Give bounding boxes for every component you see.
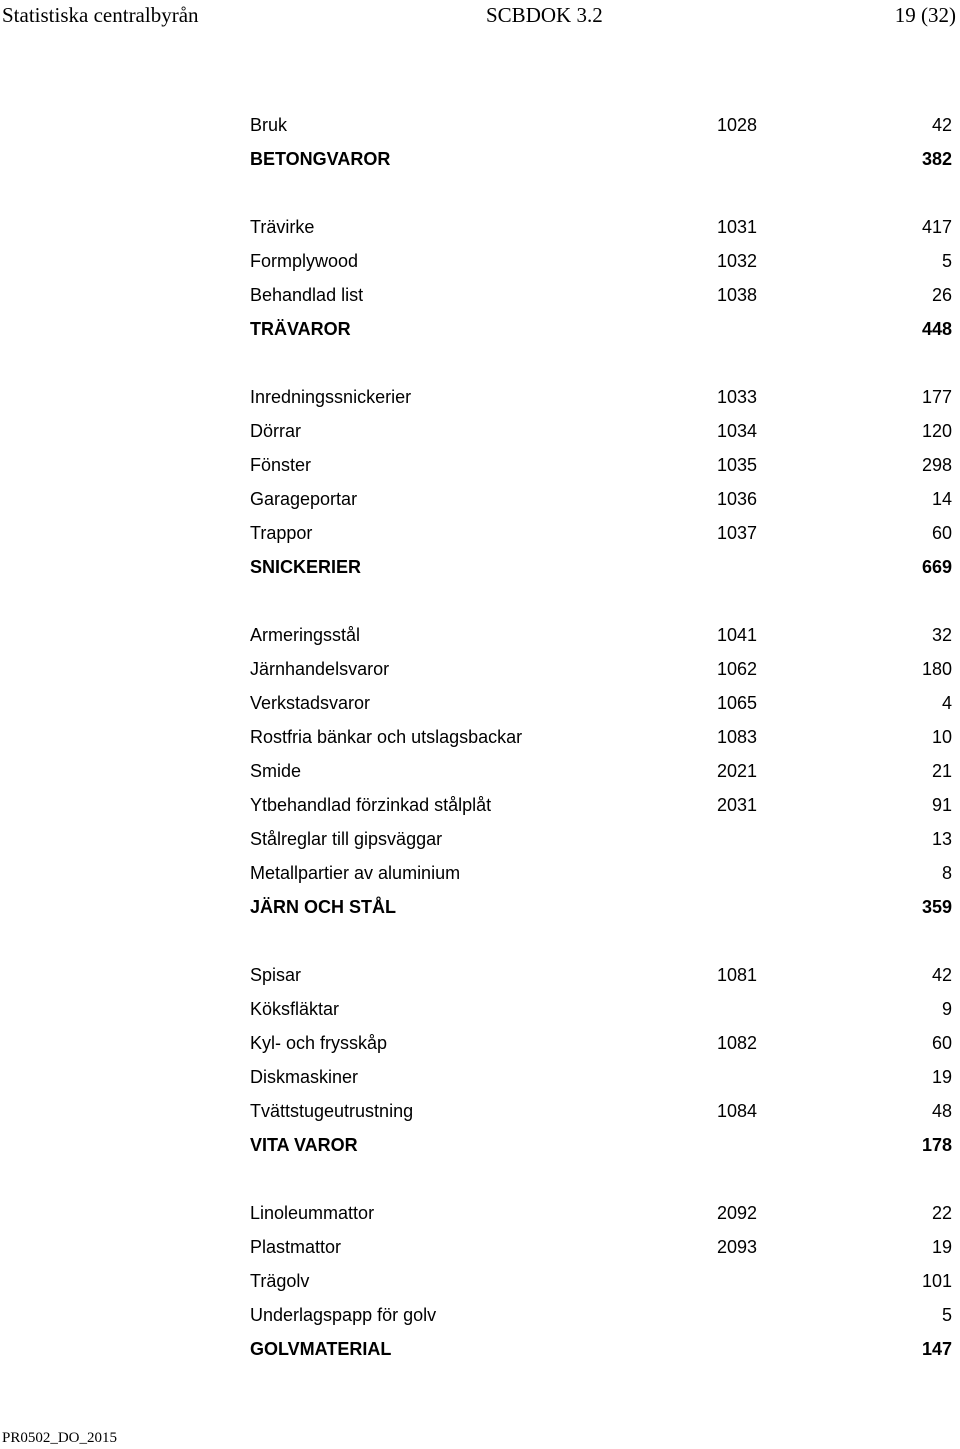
document-id: SCBDOK 3.2 (486, 3, 603, 27)
table-row (0, 958, 960, 992)
table-row (0, 482, 960, 516)
table-row (0, 516, 960, 550)
item-value: 60 (931, 523, 952, 543)
item-code: 1081 (716, 965, 757, 985)
table-row (0, 856, 960, 890)
item-value: 19 (931, 1237, 952, 1257)
table-section (0, 618, 960, 924)
item-name: Trävirke (250, 217, 315, 237)
item-code: 1084 (716, 1101, 757, 1121)
total-name: GOLVMATERIAL (250, 1339, 392, 1359)
table-row (0, 278, 960, 312)
item-value: 19 (931, 1067, 952, 1087)
item-value: 9 (941, 999, 952, 1019)
item-value: 177 (921, 387, 952, 407)
total-value: 359 (921, 897, 952, 917)
table-row (0, 686, 960, 720)
table-section (0, 1196, 960, 1366)
item-name: Behandlad list (250, 285, 364, 305)
table-section (0, 210, 960, 346)
total-row (0, 142, 960, 176)
item-code: 1032 (716, 251, 757, 271)
item-name: Trägolv (250, 1271, 310, 1291)
item-name: Spisar (250, 965, 302, 985)
item-value: 26 (931, 285, 952, 305)
item-name: Metallpartier av aluminium (250, 863, 461, 883)
table-row (0, 210, 960, 244)
total-name: TRÄVAROR (250, 319, 351, 339)
item-name: Garageportar (250, 489, 358, 509)
page-header (0, 0, 960, 30)
page-footer: PR0502_DO_2015 (2, 1430, 118, 1446)
item-name: Ytbehandlad förzinkad stålplåt (250, 795, 492, 815)
table-section (0, 380, 960, 584)
total-row (0, 550, 960, 584)
table-row (0, 1094, 960, 1128)
item-value: 13 (931, 829, 952, 849)
item-name: Smide (250, 761, 302, 781)
item-name: Köksfläktar (250, 999, 340, 1019)
item-code: 1031 (716, 217, 757, 237)
item-code: 1034 (716, 421, 757, 441)
total-row (0, 1128, 960, 1162)
item-value: 32 (931, 625, 952, 645)
item-code: 1065 (716, 693, 757, 713)
item-code: 1033 (716, 387, 757, 407)
item-name: Stålreglar till gipsväggar (250, 829, 443, 849)
total-name: BETONGVAROR (250, 149, 391, 169)
item-code: 1082 (716, 1033, 757, 1053)
total-name: VITA VAROR (250, 1135, 358, 1155)
page-number: 19 (32) (894, 3, 956, 27)
item-name: Fönster (250, 455, 312, 475)
total-name: JÄRN OCH STÅL (250, 897, 397, 917)
total-row (0, 1332, 960, 1366)
total-row (0, 890, 960, 924)
item-code: 1028 (716, 115, 757, 135)
total-value: 669 (921, 557, 952, 577)
item-value: 14 (931, 489, 952, 509)
item-value: 10 (931, 727, 952, 747)
item-name: Armeringsstål (250, 625, 361, 645)
table-row (0, 1196, 960, 1230)
item-value: 8 (941, 863, 952, 883)
table-row (0, 1264, 960, 1298)
item-name: Bruk (250, 115, 288, 135)
item-code: 2093 (716, 1237, 757, 1257)
item-code: 1041 (716, 625, 757, 645)
item-value: 5 (941, 251, 952, 271)
item-code: 1083 (716, 727, 757, 747)
item-code: 1037 (716, 523, 757, 543)
item-value: 91 (931, 795, 952, 815)
item-value: 298 (921, 455, 952, 475)
total-row (0, 312, 960, 346)
item-name: Verkstadsvaror (250, 693, 371, 713)
table-row (0, 618, 960, 652)
table-row (0, 1230, 960, 1264)
item-value: 42 (931, 965, 952, 985)
item-name: Diskmaskiner (250, 1067, 359, 1087)
item-value: 5 (941, 1305, 952, 1325)
item-value: 180 (921, 659, 952, 679)
table-row (0, 652, 960, 686)
item-code: 2031 (716, 795, 757, 815)
table-row (0, 720, 960, 754)
item-name: Formplywood (250, 251, 359, 271)
item-value: 417 (921, 217, 952, 237)
item-value: 4 (941, 693, 952, 713)
total-value: 382 (921, 149, 952, 169)
table-row (0, 788, 960, 822)
item-code: 1036 (716, 489, 757, 509)
table-row (0, 754, 960, 788)
item-name: Dörrar (250, 421, 302, 441)
total-value: 448 (921, 319, 952, 339)
total-name: SNICKERIER (250, 557, 362, 577)
item-name: Kyl- och frysskåp (250, 1033, 388, 1053)
item-value: 22 (931, 1203, 952, 1223)
item-code: 2092 (716, 1203, 757, 1223)
item-name: Tvättstugeutrustning (250, 1101, 414, 1121)
item-code: 2021 (716, 761, 757, 781)
table-row (0, 108, 960, 142)
item-name: Järnhandelsvaror (250, 659, 390, 679)
item-name: Rostfria bänkar och utslagsbackar (250, 727, 523, 747)
item-name: Linoleummattor (250, 1203, 375, 1223)
table-row (0, 1060, 960, 1094)
table-row (0, 448, 960, 482)
table-row (0, 380, 960, 414)
table-section (0, 958, 960, 1162)
item-value: 60 (931, 1033, 952, 1053)
table-row (0, 1298, 960, 1332)
item-name: Plastmattor (250, 1237, 342, 1257)
organization-name: Statistiska centralbyrån (2, 3, 199, 27)
item-value: 120 (921, 421, 952, 441)
table-row (0, 414, 960, 448)
item-code: 1035 (716, 455, 757, 475)
table-row (0, 244, 960, 278)
item-name: Inredningssnickerier (250, 387, 412, 407)
item-name: Trappor (250, 523, 313, 543)
item-value: 101 (921, 1271, 952, 1291)
item-code: 1062 (716, 659, 757, 679)
table-row (0, 992, 960, 1026)
item-value: 21 (931, 761, 952, 781)
item-value: 42 (931, 115, 952, 135)
total-value: 178 (921, 1135, 952, 1155)
item-value: 48 (931, 1101, 952, 1121)
item-name: Underlagspapp för golv (250, 1305, 437, 1325)
item-code: 1038 (716, 285, 757, 305)
table-row (0, 1026, 960, 1060)
table-row (0, 822, 960, 856)
material-table (0, 108, 960, 1400)
table-section (0, 108, 960, 176)
total-value: 147 (921, 1339, 952, 1359)
